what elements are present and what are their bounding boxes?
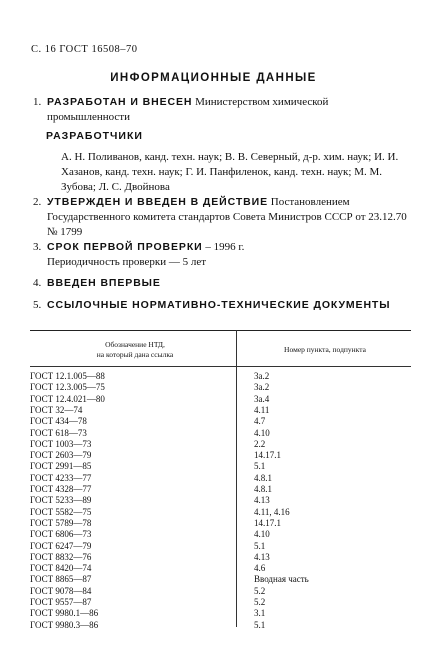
- section-1-number: 1.: [33, 96, 42, 108]
- table-cell-clause: 4.13: [254, 495, 270, 506]
- table-cell-clause: 4.10: [254, 529, 270, 540]
- table-row: [30, 428, 411, 439]
- table-cell-document: ГОСТ 5233—89: [30, 495, 92, 506]
- section-2-heading: УТВЕРЖДЕН И ВВЕДЕН В ДЕЙСТВИЕ: [47, 196, 268, 208]
- developers-heading: РАЗРАБОТЧИКИ: [46, 130, 143, 142]
- table-header-col1: [40, 340, 230, 360]
- section-1-heading: РАЗРАБОТАН И ВНЕСЕН: [47, 96, 193, 108]
- table-cell-document: ГОСТ 9557—87: [30, 597, 92, 607]
- table-row: [30, 382, 411, 393]
- table-row: [30, 597, 411, 608]
- table-cell-document: ГОСТ 4233—77: [30, 472, 92, 483]
- section-3-text: – 1996 г.: [202, 241, 245, 253]
- table-row: [30, 450, 411, 461]
- section-3-heading: СРОК ПЕРВОЙ ПРОВЕРКИ: [47, 241, 203, 253]
- section-4-heading: ВВЕДЕН ВПЕРВЫЕ: [47, 277, 161, 289]
- table-cell-clause: 4.8.1: [254, 472, 272, 483]
- table-cell-clause: 4.11: [254, 404, 270, 415]
- table-row: [30, 529, 411, 540]
- table-cell-clause: 14.17.1: [254, 450, 281, 461]
- table-top-rule: [30, 330, 411, 331]
- table-cell-clause: 5.2: [254, 597, 266, 607]
- table-cell-document: ГОСТ 2603—79: [30, 450, 92, 461]
- table-cell-document: ГОСТ 9078—84: [30, 585, 92, 596]
- section-3: [33, 240, 413, 270]
- table-row: [30, 586, 411, 597]
- table-row: [30, 495, 411, 506]
- table-cell-clause: 3.1: [254, 608, 266, 619]
- table-cell-clause: Вводная часть: [254, 574, 309, 585]
- table-cell-document: ГОСТ 6806—73: [30, 529, 92, 540]
- table-row: [30, 439, 411, 450]
- table-cell-clause: 5.1: [254, 540, 266, 551]
- table-cell-document: ГОСТ 9980.3—86: [30, 619, 99, 630]
- page-header: С. 16 ГОСТ 16508–70: [31, 44, 138, 55]
- table-cell-clause: 3а.2: [254, 371, 270, 381]
- table-row: [30, 507, 411, 518]
- table-cell-document: ГОСТ 12.1.005—88: [30, 371, 105, 381]
- table-cell-clause: 5.1: [254, 461, 266, 472]
- section-4-number: 4.: [33, 277, 42, 289]
- table-cell-clause: 5.2: [254, 585, 266, 596]
- table-cell-clause: 4.6: [254, 563, 266, 574]
- table-cell-document: ГОСТ 434—78: [30, 416, 87, 427]
- table-row: [30, 371, 411, 382]
- table-row: [30, 461, 411, 472]
- table-row: [30, 394, 411, 405]
- table-cell-document: ГОСТ 12.3.005—75: [30, 382, 105, 393]
- table-cell-clause: 2.2: [254, 438, 266, 449]
- table-cell-document: ГОСТ 1003—73: [30, 438, 92, 449]
- section-5-heading: ССЫЛОЧНЫЕ НОРМАТИВНО-ТЕХНИЧЕСКИЕ ДОКУМЕНТЫ: [47, 299, 391, 311]
- table-cell-clause: 4.13: [254, 551, 270, 562]
- section-2: [33, 195, 413, 240]
- table-row: [30, 416, 411, 427]
- table-cell-document: ГОСТ 618—73: [30, 427, 87, 438]
- section-2-number: 2.: [33, 196, 42, 208]
- table-row: [30, 484, 411, 495]
- table-header-col1-line2: на который дана ссылка: [96, 350, 174, 359]
- section-5: [33, 298, 411, 313]
- section-1: [33, 95, 403, 125]
- section-3-periodicity: Периодичность проверки — 5 лет: [47, 256, 207, 268]
- table-row: [30, 563, 411, 574]
- table-cell-document: ГОСТ 8832—76: [30, 551, 92, 562]
- table-row: [30, 405, 411, 416]
- table-row: [30, 608, 411, 619]
- section-5-number: 5.: [33, 299, 42, 311]
- table-cell-clause: 4.7: [254, 416, 266, 427]
- table-cell-clause: 14.17.1: [254, 517, 281, 528]
- table-cell-clause: 4.10: [254, 427, 270, 438]
- page-title: ИНФОРМАЦИОННЫЕ ДАННЫЕ: [110, 72, 317, 84]
- table-cell-document: ГОСТ 5582—75: [30, 506, 92, 517]
- table-cell-document: ГОСТ 4328—77: [30, 484, 92, 494]
- table-header-col1-line1: Обозначение НТД,: [105, 340, 165, 349]
- table-cell-clause: 4.11, 4.16: [254, 506, 290, 517]
- section-1-text: Министерством химической промышленности: [47, 96, 329, 123]
- table-cell-document: ГОСТ 5789—78: [30, 517, 92, 528]
- table-cell-document: ГОСТ 2991—85: [30, 461, 92, 472]
- table-cell-document: ГОСТ 12.4.021—80: [30, 393, 105, 404]
- developers-text: А. Н. Поливанов, канд. техн. наук; В. В. Северный, д-р. хим. наук; И. И. Хазанов, канд. техн. наук; Г. И. Панфиленок, канд. техн. наук; М. М. Зубова; Л. С. Двойнова: [61, 151, 399, 193]
- section-4: [33, 276, 161, 291]
- table-row: [30, 541, 411, 552]
- table-row: [30, 518, 411, 529]
- table-row: [30, 620, 411, 631]
- section-2-text: Постановлением Государственного комитета стандартов Совета Министров СССР от 23.12.70 № 1799: [47, 196, 407, 238]
- table-cell-clause: 5.1: [254, 619, 266, 630]
- section-3-number: 3.: [33, 241, 42, 253]
- table-cell-document: ГОСТ 9980.1—86: [30, 608, 99, 619]
- table-cell-document: ГОСТ 32—74: [30, 404, 83, 415]
- table-cell-clause: 4.8.1: [254, 484, 272, 494]
- table-row: [30, 473, 411, 484]
- table-cell-document: ГОСТ 8420—74: [30, 563, 92, 574]
- table-cell-document: ГОСТ 8865—87: [30, 574, 92, 585]
- table-header-col2: Номер пункта, подпункта: [284, 345, 366, 354]
- table-cell-document: ГОСТ 6247—79: [30, 540, 92, 551]
- table-header-rule: [30, 366, 411, 367]
- table-cell-clause: 3а.4: [254, 393, 270, 404]
- table-row: [30, 574, 411, 585]
- table-cell-clause: 3а.2: [254, 382, 270, 393]
- table-row: [30, 552, 411, 563]
